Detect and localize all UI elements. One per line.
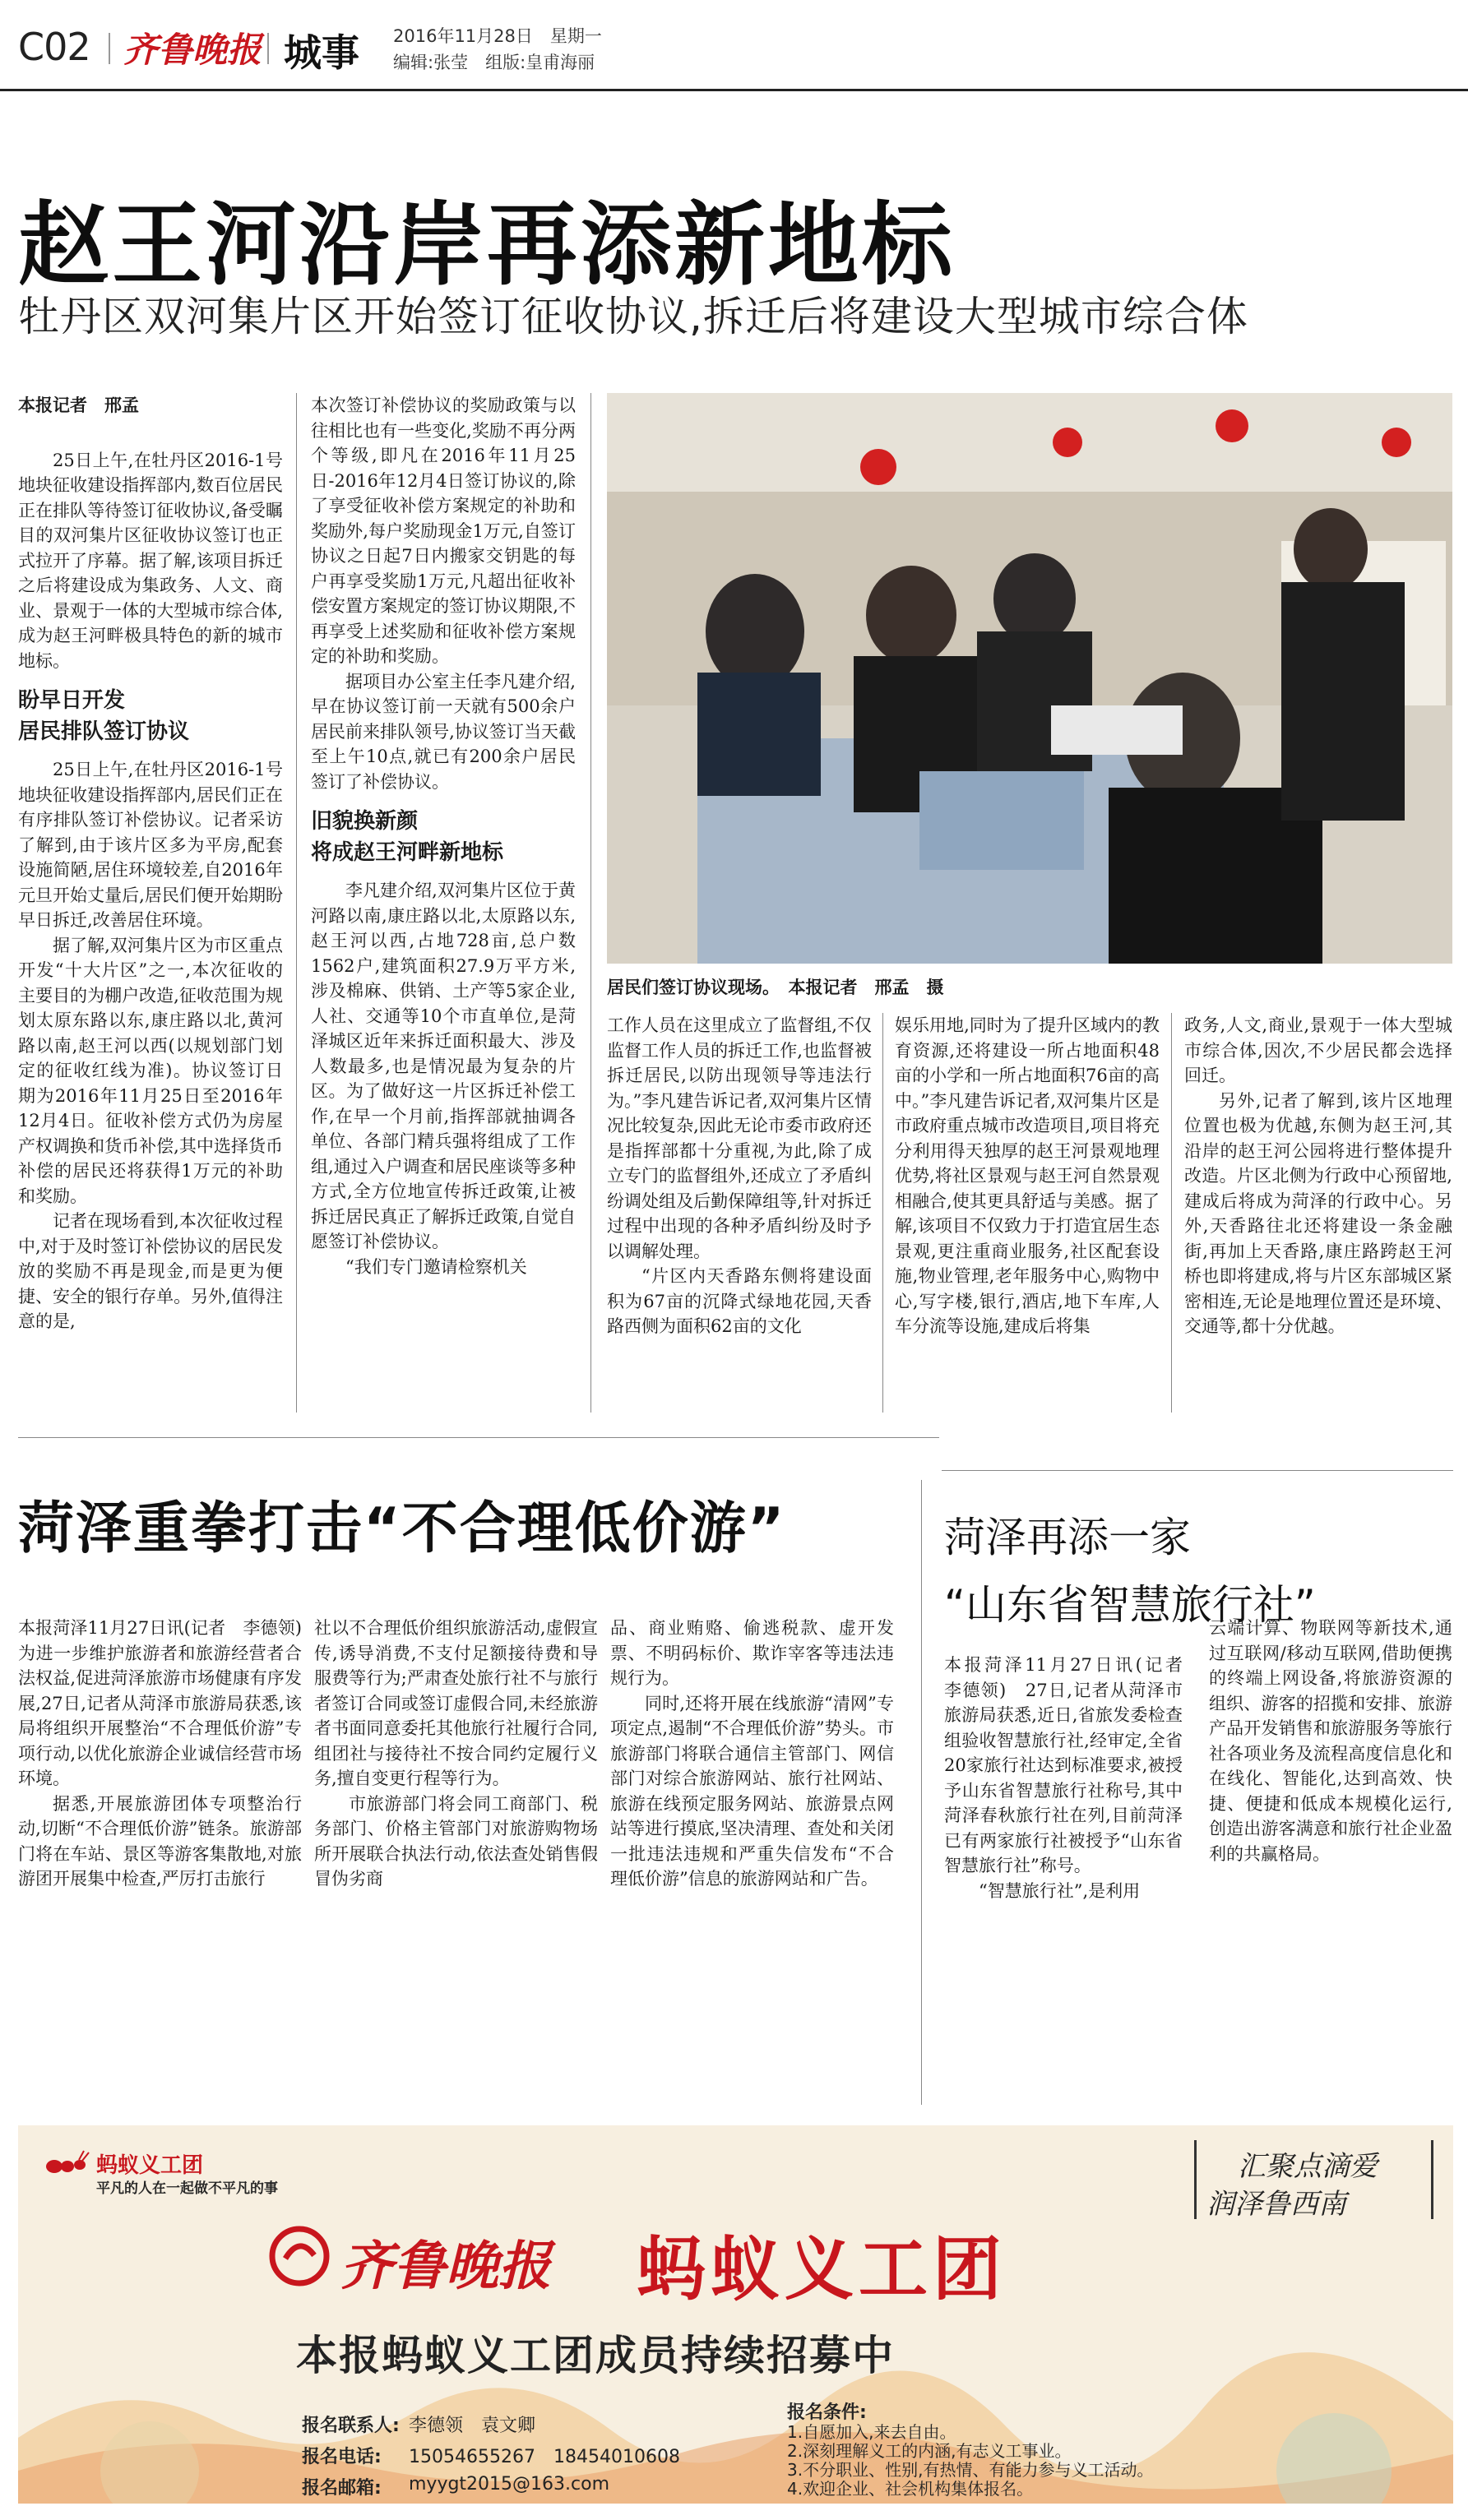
column-rule <box>296 393 297 1413</box>
volunteer-ad <box>18 2125 1453 2504</box>
column-rule <box>921 1480 922 2105</box>
paragraph: 工作人员在这里成立了监督组,不仅监督工作人员的拆迁工作,也监督被拆迁居民,以防出现领导等违法行为。”李凡建告诉记者,双河集片区情况比较复杂,因此无论市委市政府还是指挥部都十分重视,为此,除了成立专门的监督组外,还成立了矛盾纠纷调处组及后勤保障组等,针对拆迁过程中出现的各种矛盾纠纷及时予以调解处理。 <box>607 1015 872 1261</box>
paragraph: 政务,人文,商业,景观于一体大型城市综合体,因次,不少居民都会选择回迁。 <box>1184 1015 1452 1085</box>
ad-condition-item: 3.不分职业、性别,有热情、有能力参与义工活动。 <box>787 2460 1154 2480</box>
paragraph: 据悉,开展旅游团体专项整治行动,切断“不合理低价游”链条。旅游部门将在车站、景区等游客集散地,对旅游团开展集中检查,严厉打击旅行 <box>18 1793 302 1889</box>
ad-conditions-title: 报名条件: <box>787 2402 867 2423</box>
article-column-4 <box>895 1013 1160 1339</box>
article-3-column-1 <box>944 1653 1200 1903</box>
column-rule <box>1171 1013 1172 1413</box>
issue-date: 2016年11月28日 星期一 <box>393 26 602 46</box>
paragraph: 据了解,双河集片区为市区重点开发“十大片区”之一,本次征收的主要目的为棚户改造,征收范围为规划太原东路以东,康庄路以北,黄河路以南,赵王河以西(以规划部门划定的征收红线为准)。协议签订日期为2016年11月25日至2016年12月4日。征收补偿方式仍为房屋产权调换和货币补偿,其中选择货币补偿的居民还将获得1万元的补助和奖励。 <box>18 935 283 1206</box>
ad-email-value: myygt2015@163.com <box>409 2474 610 2495</box>
paragraph: “我们专门邀请检察机关 <box>345 1256 527 1277</box>
paragraph: 据项目办公室主任李凡建介绍,早在协议签订前一天就有500余户居民前来排队领号,协议签订当天截至上午10点,就已有200余户居民签订了补偿协议。 <box>311 671 576 792</box>
paragraph: 25日上午,在牡丹区2016-1号地块征收建设指挥部内,数百位居民正在排队等待签订征收协议,备受瞩目的双河集片区征收协议签订也正式拉开了序幕。据了解,该项目拆迁之后将建设成为集政务、人文、商业、景观于一体的大型城市综合体,成为赵王河畔极具特色的新的城市地标。 <box>18 450 283 671</box>
ad-condition-item: 1.自愿加入,来去自由。 <box>787 2422 956 2442</box>
paragraph: 记者在现场看到,本次征收过程中,对于及时签订补偿协议的居民发放的奖励不再是现金,而是更为便捷、安全的银行存单。另外,值得注意的是, <box>18 1211 283 1331</box>
paragraph: 本报菏泽11月27日讯(记者 李德领) 为进一步维护旅游者和旅游经营者合法权益,促进菏泽旅游市场健康有序发展,27日,记者从菏泽市旅游局获悉,该局将组织开展整治“不合理低价游”专项行动,以优化旅游企业诚信经营市场环境。 <box>18 1618 319 1788</box>
newspaper-logo: 齐鲁晚报 <box>123 30 262 70</box>
paragraph: 25日上午,在牡丹区2016-1号地块征收建设指挥部内,居民们正在有序排队签订补偿协议。记者采访了解到,由于该片区多为平房,配套设施简陋,居住环境较差,自2016年元旦开始丈量后,居民们便开始期盼早日拆迁,改善居住环境。 <box>18 760 283 930</box>
article-column-1 <box>18 393 283 1334</box>
paragraph: 品、商业贿赂、偷逃税款、虚开发票、不明码标价、欺诈宰客等违法违规行为。 <box>610 1618 894 1688</box>
paragraph: 云端计算、物联网等新技术,通过互联网/移动互联网,借助便携的终端上网设备,将旅游资源的组织、游客的招揽和安排、旅游产品开发销售和旅游服务等旅行社各项业务及流程高度信息化和在线化、智能化,达到高效、快捷、便捷和低成本规模化运行,创造出游客满意和旅行社企业盈利的共赢格局。 <box>1209 1618 1452 1864</box>
article-3-headline-line1: 菏泽再添一家 <box>944 1514 1191 1561</box>
ad-corner-slogan: 平凡的人在一起做不平凡的事 <box>96 2180 278 2197</box>
ad-corner-stamp <box>1194 2140 1433 2219</box>
byline: 本报记者 邢孟 <box>18 395 139 415</box>
article-3-column-2 <box>1209 1616 1452 1866</box>
article-2-column-2 <box>314 1616 598 1892</box>
section-title: 城事 <box>284 30 359 75</box>
paragraph: 社以不合理低价组织旅游活动,虚假宣传,诱导消费,不支付足额接待费和导服费等行为;严肃查处旅行社不与旅行者签订合同或签订虚假合同,未经旅游者书面同意委托其他旅行社履行合同,组团社与接待社不按合同约定履行义务,擅自变更行程等行为。 <box>314 1618 598 1788</box>
ad-condition-item: 4.欢迎企业、社会机构集体报名。 <box>787 2479 1034 2499</box>
main-headline: 赵王河沿岸再添新地标 <box>18 192 956 298</box>
paragraph: “智慧旅行社”,是利用 <box>979 1880 1141 1901</box>
editor-credit: 编辑:张莹 组版:皇甫海丽 <box>393 53 595 72</box>
ad-recruit-title: 本报蚂蚁义工团成员持续招募中 <box>296 2332 895 2379</box>
paragraph: “片区内天香路东侧将建设面积为67亩的沉降式绿地花园,天香路西侧为面积62亩的文化 <box>607 1266 872 1336</box>
section-rule <box>942 1470 1453 1471</box>
ad-corner-brand: 蚂蚁义工团 <box>96 2153 204 2178</box>
article-3-headline-line2: “山东省智慧旅行社” <box>944 1581 1316 1629</box>
ad-corner-right-line1: 汇聚点滴爱 <box>1238 2150 1378 2183</box>
article-2-headline: 菏泽重拳打击“不合理低价游” <box>18 1496 786 1561</box>
ad-conditions-list <box>787 2423 1153 2499</box>
ad-contact-value: 李德领 袁文卿 <box>409 2416 536 2436</box>
ad-condition-item: 2.深刻理解义工的内涵,有志义工事业。 <box>787 2441 1072 2461</box>
subheading: 盼早日开发 居民排队签订协议 <box>18 688 190 744</box>
newspaper-emblem-icon <box>269 2226 330 2290</box>
ad-phone-value: 15054655267 18454010608 <box>409 2447 680 2467</box>
main-subheadline: 牡丹区双河集片区开始签订征收协议,拆迁后将建设大型城市综合体 <box>18 293 1248 340</box>
page-number: C02 <box>18 25 90 69</box>
column-rule <box>882 1013 883 1413</box>
article-2-column-3 <box>610 1616 894 1892</box>
article-2-column-1 <box>18 1616 319 1892</box>
column-rule <box>590 393 591 1413</box>
ad-contact-label: 报名联系人: <box>302 2416 400 2436</box>
news-photo <box>607 393 1452 964</box>
paragraph: 娱乐用地,同时为了提升区域内的教育资源,还将建设一所占地面积48亩的小学和一所占地面积76亩的高中。”李凡建告诉记者,双河集片区是市政府重点城市改造项目,项目将充分利用得天独厚的赵王河景观地理优势,将社区景观与赵王河自然景观相融合,使其更具舒适与美感。据了解,该项目不仅致力于打造宜居生态景观,更注重商业服务,社区配套设施,物业管理,老年服务中心,购物中心,写字楼,银行,酒店,地下车库,人车分流等设施,建成后将集 <box>895 1015 1160 1336</box>
ad-big-brand: 蚂蚁义工团 <box>637 2229 1007 2310</box>
paragraph: 同时,还将开展在线旅游“清网”专项定点,遏制“不合理低价游”势头。市旅游部门将联合通信主管部门、网信部门对综合旅游网站、旅行社网站、旅游在线预定服务网站、旅游景点网站等进行摸底,坚决清理、查处和关闭一批违法违规和严重失信发布“不合理低价游”信息的旅游网站和广告。 <box>610 1693 894 1889</box>
article-column-3 <box>607 1013 872 1339</box>
paragraph: 市旅游部门将会同工商部门、税务部门、价格主管部门对旅游购物场所开展联合执法行动,依法查处销售假冒伪劣商 <box>314 1793 598 1889</box>
article-column-5 <box>1184 1013 1452 1339</box>
paragraph: 本次签订补偿协议的奖励政策与以往相比也有一些变化,奖励不再分两个等级,即凡在2016年11月25日-2016年12月4日签订协议的,除了享受征收补偿方案规定的补助和奖励外,每户奖励现金1万元,自签订协议之日起7日内搬家交钥匙的每户再享受奖励1万元,凡超出征收补偿安置方案规定的签订协议期限,不再享受上述奖励和征收补偿方案规定的补助和奖励。 <box>311 395 576 666</box>
ad-phone-label: 报名电话: <box>302 2447 382 2467</box>
header-rule <box>0 89 1468 91</box>
ad-corner-right-line2: 润泽鲁西南 <box>1206 2188 1346 2221</box>
ad-email-label: 报名邮箱: <box>302 2478 382 2499</box>
ad-big-logo: 齐鲁晚报 <box>340 2236 551 2297</box>
ant-icon <box>43 2148 92 2185</box>
header-divider <box>267 33 269 64</box>
header-divider <box>109 33 110 64</box>
subheading: 旧貌换新颜 将成赵王河畔新地标 <box>311 809 504 865</box>
section-rule <box>18 1437 939 1438</box>
photo-caption: 居民们签订协议现场。 本报记者 邢孟 摄 <box>607 978 944 997</box>
paragraph: 另外,记者了解到,该片区地理位置也极为优越,东侧为赵王河,其沿岸的赵王河公园将进行整体提升改造。片区北侧为行政中心预留地,建成后将成为菏泽的行政中心。另外,天香路往北还将建设一条金融街,再加上天香路,康庄路跨赵王河桥也即将建成,将与片区东部城区紧密相连,无论是地理位置还是环境、交通等,都十分优越。 <box>1184 1090 1452 1336</box>
article-column-2 <box>311 393 576 1279</box>
paragraph: 本报菏泽11月27日讯(记者 李德领) 27日,记者从菏泽市旅游局获悉,近日,省旅发委检查组验收智慧旅行社,经审定,全省20家旅行社达到标准要求,被授予山东省智慧旅行社称号,其中菏泽春秋旅行社在列,目前菏泽已有两家旅行社被授予“山东省智慧旅行社”称号。 <box>944 1655 1200 1875</box>
paragraph: 李凡建介绍,双河集片区位于黄河路以南,康庄路以北,太原路以东,赵王河以西,占地728亩,总户数1562户,建筑面积27.9万平方米,涉及棉麻、供销、土产等5家企业,人社、交通等10个市直单位,是菏泽城区近年来拆迁面积最大、涉及人数最多,也是情况最为复杂的片区。为了做好这一片区拆迁补偿工作,在早一个月前,指挥部就抽调各单位、各部门精兵强将组成了工作组,通过入户调查和居民座谈等多种方式,全方位地宣传拆迁政策,让被拆迁居民真正了解拆迁政策,自觉自愿签订补偿协议。 <box>311 881 576 1251</box>
photo-illustration <box>607 393 1452 964</box>
